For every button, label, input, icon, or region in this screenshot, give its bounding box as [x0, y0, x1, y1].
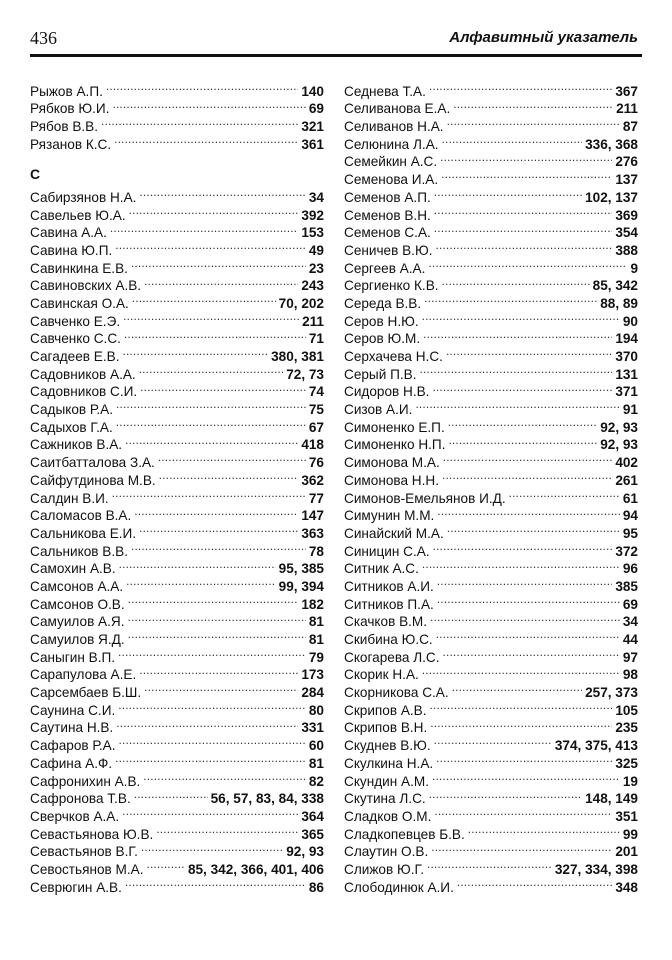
dot-leader [436, 626, 620, 644]
entry-pages: 365 [301, 826, 324, 842]
entry-name: Савченко Е.Э. [30, 313, 121, 329]
entry-name: Сафина А.Ф. [30, 755, 113, 771]
dot-leader [132, 290, 276, 308]
entry-pages: 71 [308, 331, 324, 347]
entry-pages: 87 [622, 119, 638, 135]
entry-pages: 140 [301, 83, 324, 99]
dot-leader [125, 874, 306, 892]
entry-pages: 321 [301, 119, 324, 135]
dot-leader [422, 308, 620, 326]
entry-name: Салдин В.И. [30, 490, 109, 506]
dot-leader [131, 255, 306, 273]
entry-pages: 348 [615, 879, 638, 895]
entry-pages: 137 [615, 172, 638, 188]
entry-name: Савинская О.А. [30, 295, 129, 311]
entry-pages: 70, 202 [278, 295, 324, 311]
entry-pages: 60 [308, 738, 324, 754]
dot-leader [448, 432, 597, 450]
entry-name: Сарсембаев Б.Ш. [30, 685, 142, 701]
dot-leader [158, 449, 306, 467]
dot-leader [442, 273, 590, 291]
dot-leader [437, 573, 613, 591]
dot-leader [446, 343, 612, 361]
entry-pages: 372 [615, 543, 638, 559]
entry-name: Семенов С.А. [344, 225, 431, 241]
entry-name: Самуилов Я.Д. [30, 632, 125, 647]
dot-leader [434, 732, 552, 750]
index-column-right [344, 78, 638, 895]
entry-name: Самуилов А.Я. [30, 614, 125, 630]
entry-name: Сальникова Е.И. [30, 525, 137, 541]
entry-pages: 81 [308, 614, 324, 630]
dot-leader [452, 679, 582, 697]
entry-name: Сафронихин А.В. [30, 773, 141, 789]
entry-pages: 78 [308, 543, 324, 559]
entry-pages: 23 [308, 260, 324, 276]
entry-pages: 82 [308, 773, 324, 789]
entry-name: Слободинюк А.И. [344, 879, 454, 895]
entry-pages: 380, 381 [271, 349, 324, 364]
entry-name: Саутина Н.В. [30, 720, 114, 736]
entry-pages: 374, 375, 413 [554, 738, 638, 754]
entry-name: Саитбатталова З.А. [30, 455, 155, 471]
entry-pages: 79 [308, 649, 324, 665]
entry-pages: 276 [615, 154, 638, 170]
entry-pages: 243 [301, 278, 324, 294]
dot-leader [116, 414, 306, 432]
entry-name: Садыхов Г.А. [30, 419, 113, 435]
entry-name: Семенов В.Н. [344, 207, 431, 223]
dot-leader [123, 343, 269, 361]
entry-pages: 76 [308, 455, 324, 471]
entry-name: Савинкина Е.В. [30, 260, 128, 276]
dot-leader [434, 202, 613, 220]
entry-pages: 34 [622, 614, 638, 630]
entry-name: Слижов Ю.Г. [344, 861, 424, 877]
entry-pages: 105 [615, 702, 638, 718]
entry-pages: 88, 89 [600, 295, 638, 311]
entry-name: Сладкопевцев Б.В. [344, 826, 465, 842]
dot-leader [123, 308, 299, 326]
dot-leader [453, 96, 613, 114]
entry-name: Садовников А.А. [30, 366, 136, 382]
entry-name: Сайфутдинова М.В. [30, 472, 156, 488]
entry-pages: 284 [301, 685, 324, 701]
dot-leader [146, 856, 184, 874]
index-entry [30, 78, 324, 99]
entry-name: Скогарева Л.С. [344, 649, 440, 665]
entry-name: Скорик Н.А. [344, 667, 419, 683]
entry-pages: 81 [308, 632, 324, 647]
entry-pages: 336, 368 [585, 136, 638, 152]
entry-pages: 99, 394 [278, 578, 324, 594]
index-entry [344, 78, 638, 99]
entry-name: Ситников П.А. [344, 596, 434, 612]
dot-leader [110, 220, 298, 238]
entry-name: Середа В.В. [344, 295, 422, 311]
entry-pages: 95, 385 [278, 561, 324, 577]
dot-leader [448, 414, 597, 432]
entry-name: Самохин А.В. [30, 561, 116, 577]
index-entry [30, 184, 324, 205]
entry-pages: 85, 342, 366, 401, 406 [187, 861, 324, 877]
entry-name: Скуднев В.Ю. [344, 738, 431, 754]
entry-pages: 49 [308, 242, 324, 258]
entry-name: Савченко С.С. [30, 331, 121, 347]
entry-name: Сверчков А.А. [30, 808, 120, 824]
entry-name: Селиванов Н.А. [344, 119, 444, 135]
entry-pages: 173 [301, 667, 324, 683]
entry-name: Скорникова С.А. [344, 685, 449, 701]
entry-name: Сагадеев Е.В. [30, 349, 120, 364]
entry-pages: 81 [308, 755, 324, 771]
dot-leader [424, 290, 597, 308]
dot-leader [443, 644, 620, 662]
dot-leader [143, 768, 306, 786]
dot-leader [441, 166, 612, 184]
entry-pages: 69 [308, 101, 324, 117]
dot-leader [429, 786, 582, 804]
dot-leader [443, 449, 613, 467]
entry-pages: 56, 57, 83, 84, 338 [210, 791, 324, 807]
entry-name: Скрипов А.В. [344, 702, 427, 718]
entry-name: Сабирзянов Н.А. [30, 189, 137, 205]
entry-name: Сеничев В.Ю. [344, 242, 433, 258]
dot-leader [156, 821, 298, 839]
entry-name: Саныгин В.П. [30, 649, 116, 665]
dot-leader [435, 237, 612, 255]
entry-name: Рыжов А.П. [30, 83, 103, 99]
dot-leader [106, 78, 298, 96]
dot-leader [119, 556, 276, 574]
dot-leader [434, 220, 613, 238]
dot-leader [432, 379, 612, 397]
dot-leader [422, 662, 620, 680]
dot-leader [139, 361, 284, 379]
entry-name: Ситников А.И. [344, 578, 434, 594]
dot-leader [429, 78, 612, 96]
entry-pages: 370 [615, 349, 638, 364]
entry-pages: 85, 342 [592, 278, 638, 294]
dot-leader [128, 626, 306, 644]
dot-leader [428, 255, 627, 273]
entry-pages: 148, 149 [585, 791, 638, 807]
entry-pages: 67 [308, 419, 324, 435]
entry-pages: 364 [301, 808, 324, 824]
entry-pages: 34 [308, 189, 324, 205]
dot-leader [447, 113, 620, 131]
entry-pages: 371 [615, 384, 638, 400]
dot-leader [442, 467, 612, 485]
entry-name: Самсонов О.В. [30, 596, 125, 612]
entry-pages: 363 [301, 525, 324, 541]
dot-leader [434, 803, 612, 821]
entry-name: Синайский М.А. [344, 525, 444, 541]
entry-pages: 261 [615, 472, 638, 488]
entry-pages: 211 [302, 313, 324, 329]
entry-pages: 61 [622, 490, 638, 506]
entry-name: Селюнина Л.А. [344, 136, 439, 152]
entry-pages: 402 [615, 455, 638, 471]
dot-leader [139, 662, 298, 680]
dot-leader [125, 432, 298, 450]
entry-pages: 102, 137 [585, 189, 638, 205]
entry-pages: 74 [308, 384, 324, 400]
entry-name: Самсонов А.А. [30, 578, 124, 594]
entry-pages: 201 [615, 844, 638, 860]
dot-leader [141, 839, 283, 857]
entry-pages: 98 [622, 667, 638, 683]
entry-pages: 80 [308, 702, 324, 718]
entry-name: Симоненко Е.П. [344, 419, 445, 435]
entry-pages: 361 [301, 136, 324, 152]
dot-leader [101, 113, 298, 131]
dot-leader [118, 697, 306, 715]
entry-name: Семейкин А.С. [344, 154, 438, 170]
entry-pages: 362 [301, 472, 324, 488]
dot-leader [139, 520, 298, 538]
dot-leader [129, 202, 299, 220]
entry-name: Сидоров Н.В. [344, 384, 430, 400]
dot-leader [427, 856, 552, 874]
entry-pages: 327, 334, 398 [554, 861, 638, 877]
entry-name: Сафронова Т.В. [30, 791, 131, 807]
dot-leader [430, 697, 613, 715]
entry-name: Серхачева Н.С. [344, 349, 443, 364]
entry-pages: 97 [622, 649, 638, 665]
entry-pages: 392 [301, 207, 324, 223]
entry-name: Скрипов В.Н. [344, 720, 428, 736]
dot-leader [434, 184, 582, 202]
dot-leader [134, 503, 298, 521]
entry-pages: 235 [615, 720, 638, 736]
dot-leader [431, 839, 612, 857]
entry-pages: 72, 73 [286, 366, 324, 382]
entry-pages: 367 [615, 83, 638, 99]
entry-name: Сизов А.И. [344, 402, 413, 418]
entry-name: Скундин А.М. [344, 773, 429, 789]
entry-pages: 211 [616, 101, 638, 117]
entry-pages: 9 [630, 260, 638, 276]
entry-name: Скачков В.М. [344, 614, 428, 630]
entry-pages: 369 [615, 207, 638, 223]
entry-name: Симонов-Емельянов И.Д. [344, 490, 506, 506]
dot-leader [457, 874, 612, 892]
dot-leader [430, 715, 612, 733]
dot-leader [115, 237, 306, 255]
dot-leader [415, 396, 619, 414]
index-column-left [30, 78, 324, 895]
entry-name: Сладков О.М. [344, 808, 432, 824]
entry-pages: 92, 93 [600, 437, 638, 453]
entry-pages: 131 [615, 366, 638, 382]
entry-pages: 418 [301, 437, 324, 453]
entry-pages: 69 [622, 596, 638, 612]
entry-pages: 147 [301, 508, 324, 524]
entry-name: Серов Ю.М. [344, 331, 421, 347]
entry-pages: 90 [622, 313, 638, 329]
entry-name: Синицин С.А. [344, 543, 430, 559]
entry-name: Сергиенко К.В. [344, 278, 439, 294]
dot-leader [115, 750, 306, 768]
dot-leader [131, 538, 306, 556]
section-letter [30, 166, 324, 184]
dot-leader [423, 326, 612, 344]
entry-pages: 385 [615, 578, 638, 594]
dot-leader [442, 131, 583, 149]
entry-name: Семенова И.А. [344, 172, 439, 188]
entry-pages: 388 [615, 242, 638, 258]
dot-leader [124, 326, 306, 344]
entry-name: Севастьянов В.Г. [30, 844, 138, 860]
entry-name: Савина Ю.П. [30, 242, 113, 258]
entry-pages: 331 [301, 720, 324, 736]
entry-pages: 77 [308, 490, 324, 506]
entry-pages: 99 [622, 826, 638, 842]
entry-pages: 19 [622, 773, 638, 789]
entry-name: Серый П.В. [344, 366, 417, 382]
dot-leader [126, 573, 276, 591]
entry-name: Симонова Н.Н. [344, 472, 439, 488]
entry-pages: 182 [301, 596, 324, 612]
dot-leader [112, 485, 306, 503]
entry-name: Семенов А.П. [344, 189, 431, 205]
dot-leader [430, 609, 620, 627]
dot-leader [116, 715, 298, 733]
entry-pages: 44 [622, 632, 638, 647]
entry-name: Седнева Т.А. [344, 83, 426, 99]
entry-pages: 75 [308, 402, 324, 418]
entry-pages: 351 [615, 808, 638, 824]
entry-name: Севрюгин А.В. [30, 879, 122, 895]
page-number: 436 [30, 28, 57, 48]
entry-name: Севастьянова Ю.В. [30, 826, 154, 842]
section-letter-text: С [30, 166, 41, 183]
dot-leader [436, 750, 612, 768]
entry-name: Савиновских А.В. [30, 278, 142, 294]
dot-leader [140, 379, 306, 397]
dot-leader [422, 556, 620, 574]
entry-name: Симунин М.М. [344, 508, 435, 524]
entry-pages: 95 [622, 525, 638, 541]
dot-leader [432, 768, 620, 786]
entry-name: Савельев Ю.А. [30, 207, 126, 223]
dot-leader [437, 503, 620, 521]
entry-pages: 92, 93 [286, 844, 324, 860]
entry-name: Саунина С.И. [30, 702, 116, 718]
entry-name: Саломасов В.А. [30, 508, 132, 524]
running-header [30, 26, 642, 57]
entry-name: Сальников В.В. [30, 543, 128, 559]
entry-pages: 86 [308, 879, 324, 895]
dot-leader [144, 273, 298, 291]
entry-name: Слаутин О.В. [344, 844, 429, 860]
dot-leader [116, 396, 306, 414]
entry-name: Селиванова Е.А. [344, 101, 451, 117]
entry-pages: 325 [615, 755, 638, 771]
dot-leader [114, 131, 298, 149]
entry-name: Садовников С.И. [30, 384, 138, 400]
entry-pages: 92, 93 [600, 419, 638, 435]
entry-pages: 91 [622, 402, 638, 418]
dot-leader [159, 467, 299, 485]
dot-leader [118, 644, 306, 662]
entry-name: Скутина Л.С. [344, 791, 426, 807]
entry-name: Сафаров Р.А. [30, 738, 116, 754]
dot-leader [437, 591, 620, 609]
entry-pages: 94 [622, 508, 638, 524]
dot-leader [122, 803, 298, 821]
entry-name: Сергеев А.А. [344, 260, 426, 276]
dot-leader [447, 520, 620, 538]
dot-leader [112, 96, 305, 114]
entry-name: Рябков Ю.И. [30, 101, 110, 117]
entry-pages: 257, 373 [585, 685, 638, 701]
dot-leader [134, 786, 208, 804]
dot-leader [128, 591, 299, 609]
entry-name: Ситник А.С. [344, 561, 419, 577]
entry-name: Сажников В.А. [30, 437, 123, 453]
entry-name: Симоненко Н.П. [344, 437, 446, 453]
dot-leader [144, 679, 298, 697]
dot-leader [139, 184, 305, 202]
dot-leader [128, 609, 306, 627]
entry-pages: 96 [622, 561, 638, 577]
entry-name: Рязанов К.С. [30, 136, 112, 152]
entry-pages: 153 [301, 225, 324, 241]
entry-name: Рябов В.В. [30, 119, 99, 135]
dot-leader [440, 149, 612, 167]
running-title: Алфавитный указатель [449, 29, 638, 46]
entry-name: Симонова М.А. [344, 455, 440, 471]
dot-leader [433, 538, 613, 556]
entry-name: Садыков Р.А. [30, 402, 114, 418]
entry-pages: 194 [615, 331, 638, 347]
entry-name: Скибина Ю.С. [344, 632, 433, 647]
dot-leader [468, 821, 620, 839]
entry-name: Сарапулова А.Е. [30, 667, 137, 683]
entry-name: Савина А.А. [30, 225, 107, 241]
entry-name: Серов Н.Ю. [344, 313, 419, 329]
dot-leader [419, 361, 612, 379]
dot-leader [509, 485, 620, 503]
dot-leader [119, 732, 306, 750]
entry-name: Севостьянов М.А. [30, 861, 144, 877]
entry-name: Скулкина Н.А. [344, 755, 434, 771]
entry-pages: 354 [615, 225, 638, 241]
